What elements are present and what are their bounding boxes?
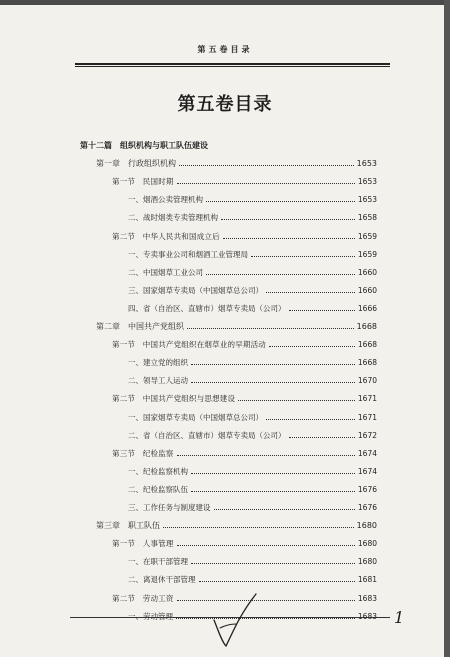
dot-leader [223, 231, 355, 239]
toc-entry-page: 1668 [357, 340, 377, 350]
dot-leader [191, 466, 355, 474]
toc-entry-page: 1660 [357, 285, 377, 295]
dot-leader [266, 285, 355, 293]
dot-leader [163, 520, 354, 528]
toc-entry-section [112, 393, 377, 404]
toc-entry-label: 一、国家烟草专卖局（中国烟草总公司） [128, 412, 263, 422]
toc-entry-label: 二、离退休干部管理 [128, 575, 196, 585]
page-number: 1 [394, 608, 405, 627]
dot-leader [179, 158, 354, 166]
handwritten-check-mark [200, 590, 270, 650]
dot-leader [266, 412, 355, 420]
toc-entry-label: 三、工作任务与制度建设 [128, 503, 211, 512]
dot-leader [177, 176, 355, 184]
toc-entry-label: 第二节 中国共产党组织与思想建设 [112, 394, 236, 404]
toc-entry-page: 1676 [357, 503, 377, 512]
toc-entry-label: 一、建立党的组织 [128, 358, 188, 368]
toc-entry-label: 第一节 中国共产党组织在烟草业的早期活动 [112, 340, 266, 350]
toc-entry-page: 1668 [356, 322, 377, 331]
toc-entry-item [128, 466, 377, 477]
toc-entry-page: 1680 [357, 557, 377, 567]
toc-entry-label: 一、在职干部管理 [128, 557, 188, 567]
toc-entry-page: 1676 [357, 484, 377, 494]
toc-entry-label: 第二节 劳动工资 [112, 593, 174, 603]
toc-entry-label: 第二章 中国共产党组织 [96, 322, 184, 331]
toc-entry-page: 1658 [357, 213, 377, 223]
toc-entry-item [128, 574, 377, 585]
dot-leader [187, 321, 354, 329]
toc-entry-page: 1671 [357, 412, 377, 422]
toc-entry-label: 一、专卖事业公司和烟酒工业管理局 [128, 249, 248, 259]
toc-entry-page: 1668 [357, 358, 377, 368]
toc-entry-page: 1674 [357, 466, 377, 476]
toc-entry-page: 1653 [357, 177, 377, 187]
toc-entry-label: 第二节 中华人民共和国成立后 [112, 231, 220, 241]
toc-entry-page: 1681 [357, 575, 377, 585]
dot-leader [289, 430, 355, 438]
toc-entry-item [128, 502, 377, 513]
toc-entry-label: 二、战时烟类专卖管理机构 [128, 213, 218, 223]
toc-entry-item [128, 556, 377, 567]
toc-entry-item [128, 212, 377, 223]
dot-leader [289, 303, 355, 311]
toc-entry-chapter [96, 520, 377, 531]
dot-leader [269, 339, 355, 347]
toc-entry-label: 第三章 职工队伍 [96, 521, 160, 531]
toc-entry-item [128, 375, 377, 386]
toc-entry-chapter [96, 158, 377, 169]
toc-entry-page: 1680 [357, 539, 377, 549]
toc-entry-page: 1670 [357, 376, 377, 386]
dot-leader [191, 357, 355, 365]
toc-entry-section [112, 176, 377, 187]
toc-entry-page: 1666 [357, 303, 377, 313]
dot-leader [251, 249, 355, 257]
toc-entry-section [112, 339, 377, 350]
toc-entry-item [128, 430, 377, 441]
dot-leader [191, 556, 355, 564]
dot-leader [191, 375, 355, 383]
toc-entry-page: 1671 [357, 394, 377, 404]
toc-entry-page: 1659 [357, 231, 377, 241]
dot-leader [206, 267, 355, 275]
toc-entry-page: 1672 [357, 430, 377, 440]
toc-entry-item [128, 357, 377, 368]
toc-entry-label: 一、纪检监察机构 [128, 466, 188, 476]
toc-entry-page: 1683 [357, 593, 377, 603]
toc-entry-label: 四、省（自治区、直辖市）烟草专卖局（公司） [128, 303, 286, 313]
toc-entry-label: 二、中国烟草工业公司 [128, 267, 203, 277]
toc-entry-item [128, 194, 377, 205]
toc-entry-label: 第一节 民国时期 [112, 177, 174, 187]
dot-leader [191, 484, 355, 492]
toc-entry-item [128, 267, 377, 278]
dot-leader [221, 212, 355, 220]
toc-entry-label: 三、国家烟草专卖局（中国烟草总公司） [128, 285, 263, 295]
toc-entry-page: 1680 [356, 521, 377, 531]
toc-entry-section [112, 448, 377, 459]
toc-entry-page: 1653 [356, 159, 377, 169]
toc-entry-item [128, 303, 377, 314]
toc-entry-page: 1659 [357, 249, 377, 259]
toc-entry-page: 1660 [357, 267, 377, 277]
toc-entry-label: 一、烟酒公卖管理机构 [128, 195, 203, 205]
toc-entry-section [112, 538, 377, 549]
running-header: 第五卷目录 [197, 45, 253, 54]
toc-entry-item [128, 285, 377, 296]
toc-entry-item [128, 484, 377, 495]
toc-entry-label: 二、纪检监察队伍 [128, 484, 188, 494]
toc-entry-section [112, 231, 377, 242]
toc-entry-label: 二、省（自治区、直辖市）烟草专卖局（公司） [128, 430, 286, 440]
dot-leader [206, 194, 355, 202]
toc-entry-page: 1674 [357, 448, 377, 458]
toc-entry-part [80, 140, 377, 151]
toc-entry-label: 第一章 行政组织机构 [96, 159, 176, 169]
dot-leader [177, 448, 355, 456]
dot-leader [177, 538, 355, 546]
page-title: 第五卷目录 [177, 94, 273, 115]
toc-entry-label: 第三节 纪检监察 [112, 448, 174, 458]
toc-entry-label: 第十二篇 组织机构与职工队伍建设 [80, 141, 208, 150]
toc-entry-label: 第一节 人事管理 [112, 539, 174, 549]
dot-leader [238, 393, 355, 401]
toc-entry-item [128, 249, 377, 260]
toc-entry-label: 二、领导工人运动 [128, 376, 188, 386]
dot-leader [199, 574, 355, 582]
dot-leader [214, 502, 355, 510]
toc-entry-page: 1653 [357, 195, 377, 205]
toc-entry-chapter [96, 321, 377, 332]
toc-entry-item [128, 412, 377, 423]
